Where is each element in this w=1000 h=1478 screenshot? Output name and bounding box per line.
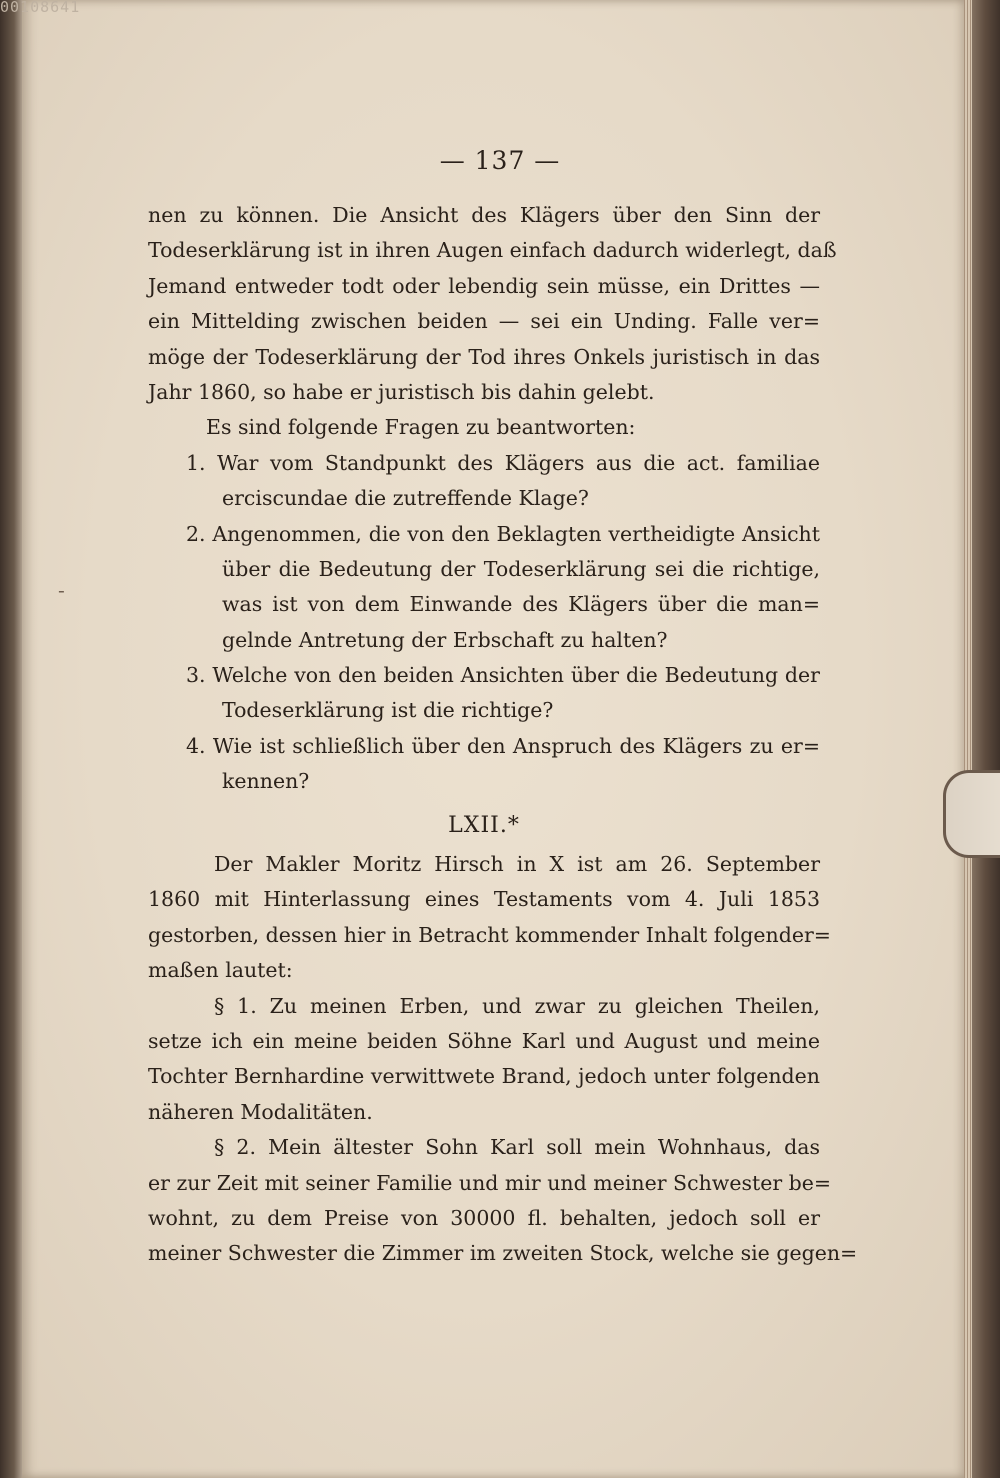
page-edge [964, 0, 972, 1478]
scan-corner-label: 00108641 [0, 0, 81, 16]
margin-dash: - [58, 578, 65, 602]
text-line: setze ich ein meine beiden Söhne Karl und August und meine [148, 1028, 820, 1053]
page-tab-marker [943, 770, 1000, 858]
text-line: möge der Todeserklärung der Tod ihres Onkels juristisch in das [148, 344, 820, 369]
text-line: kennen? [222, 769, 310, 794]
text-line: Todeserklärung ist in ihren Augen einfach dadurch widerlegt, daß [148, 238, 837, 263]
text-line: wohnt, zu dem Preise von 30000 fl. behalten, jedoch soll er [148, 1205, 820, 1230]
text-line: Tochter Bernhardine verwittwete Brand, jedoch unter folgenden [148, 1064, 820, 1089]
section-heading: LXII.* [448, 812, 520, 838]
text-line: Todeserklärung ist die richtige? [222, 698, 554, 723]
text-line: 1860 mit Hinterlassung eines Testaments vom 4. Juli 1853 [148, 887, 820, 912]
text-line: meiner Schwester die Zimmer im zweiten Stock, welche sie gegen= [148, 1241, 858, 1266]
text-line: gelnde Antretung der Erbschaft zu halten? [222, 627, 668, 652]
question-item: 1. War vom Standpunkt des Klägers aus die act. familiae [186, 450, 820, 475]
body-text [148, 198, 858, 1272]
text-line: nen zu können. Die Ansicht des Klägers über den Sinn der [148, 203, 820, 227]
text-line: was ist von dem Einwande des Klägers über die man= [222, 592, 820, 617]
text-line: über die Bedeutung der Todeserklärung sei die richtige, [222, 556, 820, 581]
text-line: Jahr 1860, so habe er juristisch bis dahin gelebt. [148, 379, 655, 404]
text-line: näheren Modalitäten. [148, 1099, 373, 1124]
text-line: Der Makler Moritz Hirsch in X ist am 26. September [214, 852, 820, 877]
text-line: § 1. Zu meinen Erben, und zwar zu gleichen Theilen, [214, 993, 820, 1018]
text-line: Jemand entweder todt oder lebendig sein müsse, ein Drittes — [148, 273, 820, 298]
text-line: § 2. Mein ältester Sohn Karl soll mein Wohnhaus, das [214, 1135, 820, 1160]
text-line: erciscundae die zutreffende Klage? [222, 486, 589, 511]
question-item: 3. Welche von den beiden Ansichten über die Bedeutung der [186, 663, 820, 688]
text-line: er zur Zeit mit seiner Familie und mir und meiner Schwester be= [148, 1170, 832, 1195]
text-line: maßen lautet: [148, 958, 293, 983]
question-item: 2. Angenommen, die von den Beklagten vertheidigte Ansicht [186, 521, 820, 546]
text-line: Es sind folgende Fragen zu beantworten: [206, 415, 636, 440]
page-number: — 137 — [439, 146, 561, 175]
text-line: gestorben, dessen hier in Betracht kommender Inhalt folgender= [148, 922, 831, 947]
question-item: 4. Wie ist schließlich über den Anspruch des Klägers zu er= [186, 733, 820, 758]
text-line: ein Mittelding zwischen beiden — sei ein Unding. Falle ver= [148, 309, 820, 334]
